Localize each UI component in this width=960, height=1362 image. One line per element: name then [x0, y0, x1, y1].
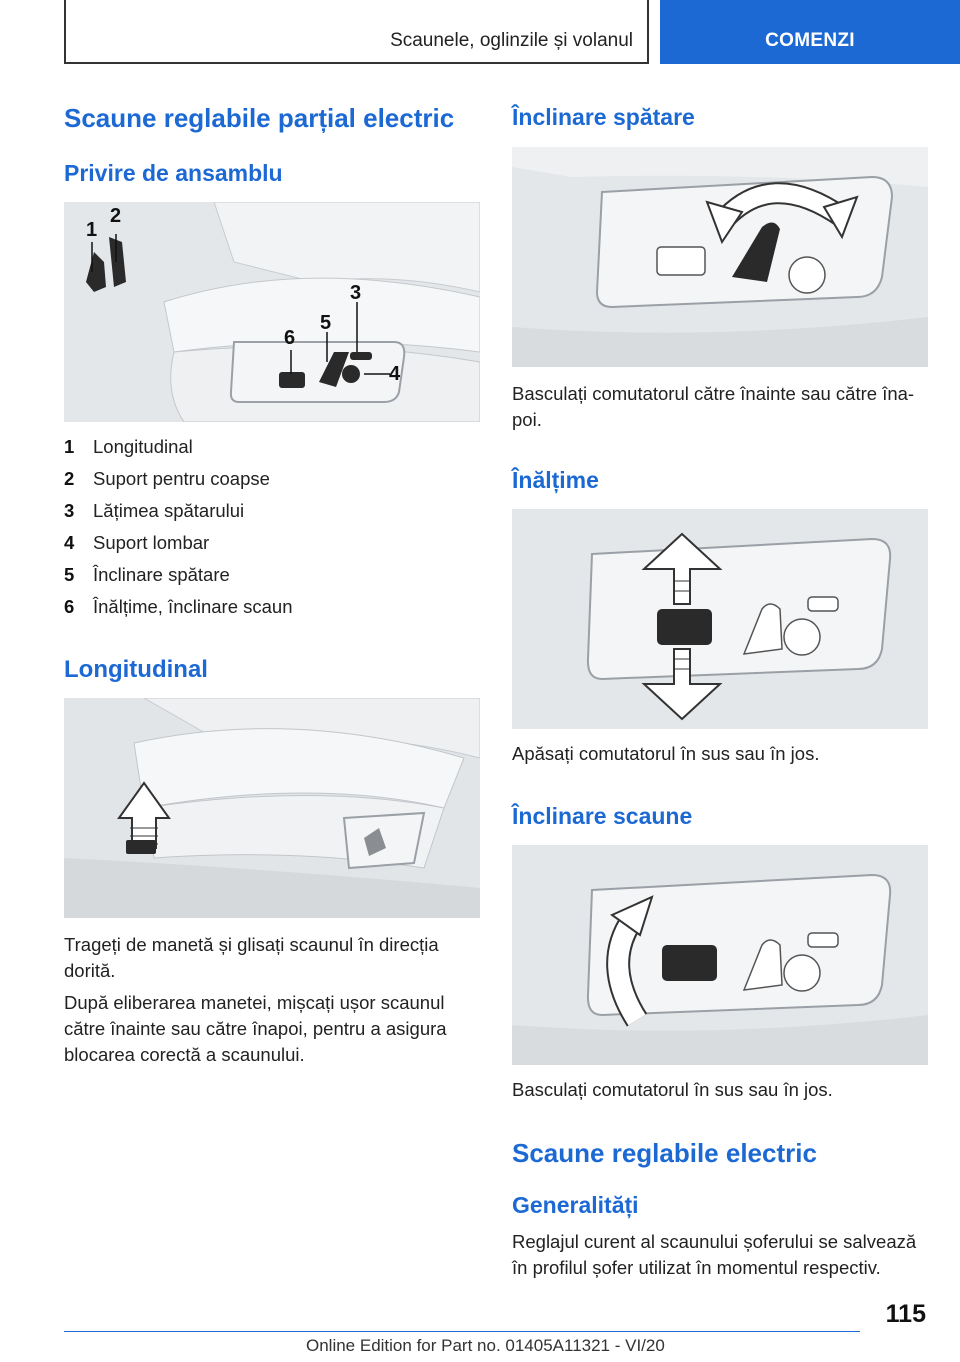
- list-item-label: Suport pentru coapse: [93, 468, 270, 489]
- backrest-image: [512, 147, 928, 367]
- longitudinal-paragraph-1: Trageți de manetă și glisați scaunul în direcția dorită.: [64, 934, 439, 981]
- backrest-heading: Înclinare spătare: [512, 104, 695, 130]
- page-title: Scaune reglabile parțial electric: [64, 103, 455, 133]
- longitudinal-heading: Longitudinal: [64, 656, 208, 683]
- backrest-instruction: Basculați comutatorul către înainte sau către îna-poi.: [512, 383, 915, 430]
- callout-6: 6: [284, 327, 296, 349]
- footer-edition: Online Edition for Part no. 01405A11321 - VI/20: [306, 1336, 665, 1355]
- list-item-number: 6: [64, 596, 75, 617]
- list-item-number: 2: [64, 468, 75, 489]
- backrest-illustration: [512, 147, 928, 367]
- electric-seats-title: Scaune reglabile electric: [512, 1138, 817, 1168]
- list-item-label: Înclinare spătare: [93, 564, 230, 585]
- list-item-label: Înălțime, înclinare scaun: [93, 596, 293, 617]
- callout-5: 5: [320, 312, 332, 334]
- header-chapter-label: COMENZI: [765, 30, 855, 51]
- tilt-illustration: [512, 845, 928, 1065]
- list-item-number: 4: [64, 532, 75, 553]
- footer-rule: [64, 1331, 860, 1332]
- tilt-instruction: Basculați comutatorul în sus sau în jos.: [512, 1079, 833, 1100]
- overview-heading: Privire de ansamblu: [64, 160, 283, 186]
- callout-3: 3: [350, 282, 362, 304]
- longitudinal-paragraph-2: După eliberarea manetei, mișcați ușor scaunul către înainte sau către înapoi, pentru a asigura blocarea corectă a scaunului.: [64, 992, 447, 1065]
- list-item-label: Suport lombar: [93, 532, 210, 553]
- list-item: [64, 562, 480, 588]
- list-item-number: 5: [64, 564, 75, 585]
- header-chapter-tab[interactable]: [660, 0, 960, 64]
- seat-overview-image: [64, 202, 480, 422]
- list-item-number: 3: [64, 500, 75, 521]
- list-item-label: Longitudinal: [93, 436, 193, 457]
- list-item: [64, 594, 480, 620]
- list-item: [64, 530, 480, 556]
- longitudinal-illustration: [64, 698, 480, 918]
- callout-4: 4: [389, 363, 401, 385]
- list-item: [64, 466, 480, 492]
- list-item: [64, 498, 480, 524]
- height-illustration: [512, 509, 928, 729]
- callout-1: 1: [86, 219, 98, 241]
- list-item: [64, 434, 480, 460]
- header-section-box: [64, 0, 649, 64]
- height-heading: Înălțime: [512, 467, 599, 493]
- height-image: [512, 509, 928, 729]
- list-item-label: Lățimea spătarului: [93, 500, 245, 521]
- header-section-title: Scaunele, oglinzile și volanul: [390, 30, 633, 51]
- height-instruction: Apăsați comutatorul în sus sau în jos.: [512, 743, 820, 764]
- longitudinal-image: [64, 698, 480, 918]
- tilt-image: [512, 845, 928, 1065]
- callout-2: 2: [110, 205, 122, 227]
- general-heading: Generalități: [512, 1192, 639, 1218]
- tilt-heading: Înclinare scaune: [512, 803, 693, 829]
- seat-overview-illustration: [64, 202, 480, 422]
- list-item-number: 1: [64, 436, 75, 457]
- general-paragraph: Reglajul curent al scaunului șoferului se salvează în profilul șofer utilizat în momentul respectiv.: [512, 1231, 917, 1278]
- page-number: 115: [885, 1300, 926, 1328]
